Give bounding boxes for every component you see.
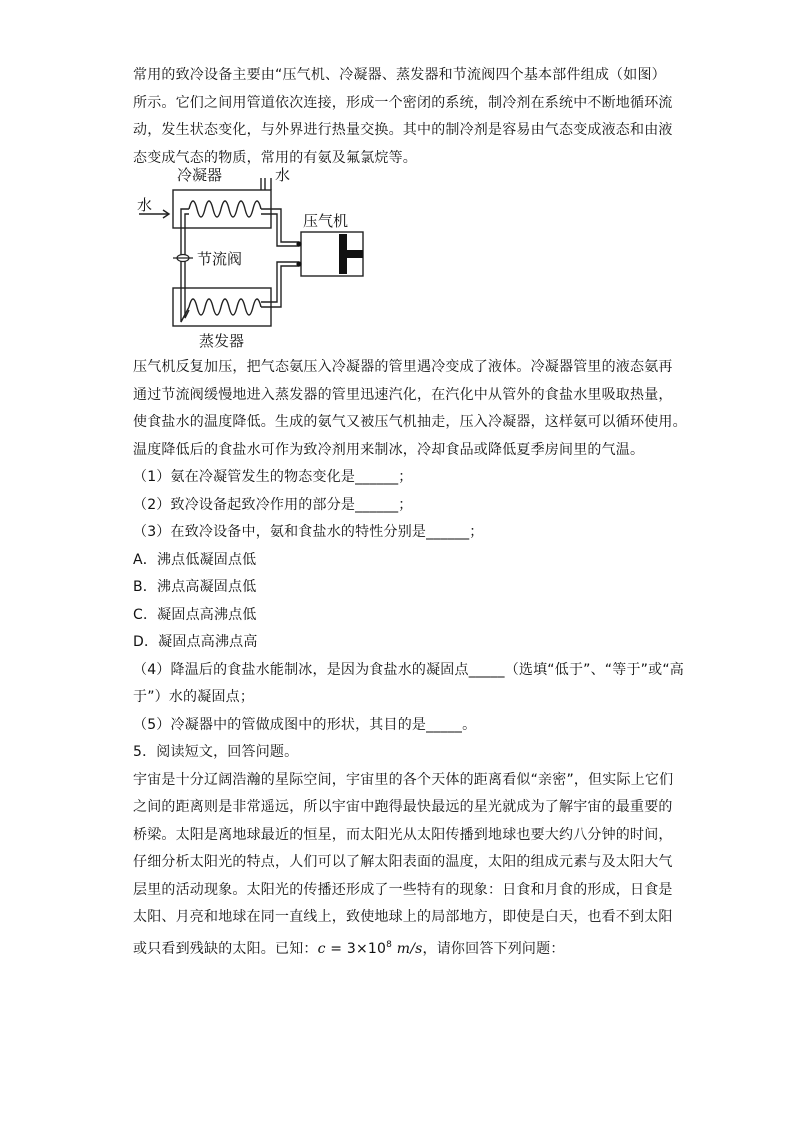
- passage-line: 使食盐水的温度降低。生成的氨气又被压气机抽走，压入冷凝器，这样氨可以循环使用。: [133, 414, 687, 430]
- question-3: （3）在致冷设备中，氨和食盐水的特性分别是______；: [133, 524, 484, 540]
- option-a: A．沸点低凝固点低: [133, 551, 257, 568]
- question-2: （2）致冷设备起致冷作用的部分是______；: [133, 496, 413, 513]
- section-5-line: 仔细分析太阳光的特点，人们可以了解太阳表面的温度，太阳的组成元素与及太阳大气: [133, 854, 673, 870]
- section-5-line: 桥梁。太阳是离地球最近的恒星，而太阳光从太阳传播到地球也要大约八分钟的时间，: [133, 826, 673, 843]
- section-5-line: 层里的活动现象。太阳光的传播还形成了一些特有的现象：日食和月食的形成，日食是: [133, 881, 673, 898]
- intro-line: 态变成气态的物质，常用的有氨及氟氯烷等。: [133, 149, 417, 166]
- refrigeration-diagram: [133, 166, 393, 352]
- intro-paragraph: [133, 62, 673, 172]
- pipe-evaporator-compressor-inner: [261, 262, 299, 302]
- question-4-line-2: 于”）水的凝固点；: [133, 689, 255, 705]
- formula-exponent: 8: [386, 939, 393, 950]
- last-line-suffix: ，请你回答下列问题：: [422, 940, 565, 957]
- formula-equals: = 3×10: [325, 940, 387, 957]
- evaporator-coil: [189, 299, 261, 315]
- question-5: （5）冷凝器中的管做成图中的形状，其目的是_____。: [133, 716, 477, 733]
- passage-line: 通过节流阀缓慢地进入蒸发器的管里迅速汽化，在汽化中从管外的食盐水里吸取热量，: [133, 386, 673, 403]
- pipe-evaporator-compressor: [261, 266, 299, 307]
- formula-variable: c: [317, 940, 326, 957]
- passage-line: 压气机反复加压，把气态氨压入冷凝器的管里遇冷变成了液体。冷凝器管里的液态氨再: [133, 359, 673, 375]
- formula-unit: m/s: [392, 940, 423, 957]
- passage-line: 温度降低后的食盐水可作为致冷剂用来制冰，冷却食品或降低夏季房间里的气温。: [133, 441, 645, 458]
- document-page: [133, 62, 687, 959]
- compressor-rod: [347, 250, 363, 258]
- intro-line: 动，发生状态变化，与外界进行热量交换。其中的制冷剂是容易由气态变成液态和由液: [133, 122, 673, 138]
- passage-paragraph: [133, 354, 687, 464]
- option-d: D．凝固点高沸点高: [133, 634, 258, 650]
- water-outlet-label: 水: [275, 166, 291, 184]
- option-b: B．沸点高凝固点低: [133, 579, 257, 595]
- pipe-left-inner: [185, 214, 189, 318]
- water-inlet-label: 水: [137, 196, 153, 214]
- compressor-piston: [339, 234, 347, 274]
- pipe-condenser-compressor-inner: [261, 214, 299, 246]
- refrigeration-diagram-svg: [133, 170, 393, 352]
- evaporator-box: [173, 288, 271, 326]
- evaporator-label: 蒸发器: [199, 332, 245, 350]
- intro-line: 所示。它们之间用管道依次连接，形成一个密闭的系统，制冷剂在系统中不断地循环流: [133, 94, 673, 111]
- option-c: C．凝固点高沸点低: [133, 606, 257, 623]
- intro-line: 常用的致冷设备主要由“压气机、冷凝器、蒸发器和节流阀四个基本部件组成（如图）: [133, 67, 666, 83]
- section-5-line: 之间的距离则是非常遥远，所以宇宙中跑得最快最远的星光就成为了解宇宙的最重要的: [133, 799, 673, 815]
- throttle-label: 节流阀: [197, 250, 243, 268]
- question-4-line-1: （4）降温后的食盐水能制冰，是因为食盐水的凝固点_____（选填“低于”、“等于”或“高: [133, 661, 684, 678]
- section-5-last-line: [133, 932, 673, 960]
- question-1: （1）氨在冷凝管发生的物态变化是______；: [133, 469, 413, 485]
- section-5-heading: 5．阅读短文，回答问题。: [133, 744, 299, 760]
- last-line-prefix: 或只看到残缺的太阳。已知：: [133, 940, 318, 957]
- questions-block: [133, 464, 684, 739]
- condenser-label: 冷凝器: [177, 166, 223, 184]
- section-5: [133, 739, 673, 959]
- compressor-label: 压气机: [303, 212, 349, 230]
- section-5-line: 宇宙是十分辽阔浩瀚的星际空间，宇宙里的各个天体的距离看似“亲密”，但实际上它们: [133, 771, 674, 788]
- section-5-line: 太阳、月亮和地球在同一直线上，致使地球上的局部地方，即使是白天，也看不到太阳: [133, 909, 673, 925]
- condenser-coil: [189, 201, 261, 217]
